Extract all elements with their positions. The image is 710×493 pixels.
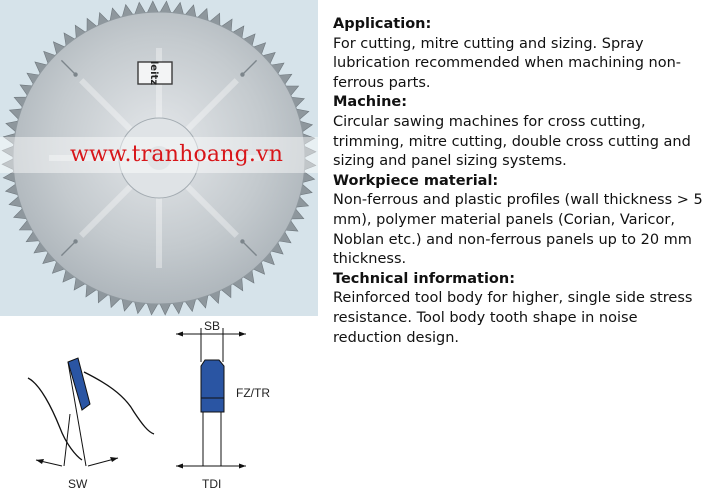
workpiece-text: Non-ferrous and plastic profiles (wall thickness > 5 mm), polymer material panels (Corian, Varicor, Noblan etc.) and non-ferrous panels up to 20 mm thickness. (333, 192, 703, 268)
website-watermark: www.tranhoang.vn (0, 137, 318, 173)
sb-label: SB (204, 319, 221, 333)
technical-text: Reinforced tool body for higher, single side stress resistance. Tool body tooth shape in noise reduction design. (333, 290, 693, 346)
leitz-logo (138, 61, 172, 85)
slot-end-hole (73, 72, 77, 76)
sw-label: SW (68, 477, 88, 491)
slot-end-hole (240, 72, 244, 76)
application-text: For cutting, mitre cutting and sizing. Spray lubrication recommended when machining non-ferrous parts. (333, 35, 682, 91)
tdi-label: TDI (202, 477, 222, 491)
machine-heading: Machine: (333, 94, 408, 111)
technical-heading: Technical information: (333, 270, 516, 287)
application-heading: Application: (333, 16, 432, 32)
machine-text: Circular sawing machines for cross cutting, trimming, mitre cutting, double cross cutting and sizing and panel sizing systems. (333, 113, 691, 170)
workpiece-heading: Workpiece material: (333, 172, 499, 189)
svg-text:leitz: leitz (148, 60, 159, 86)
slot-end-hole (73, 239, 77, 243)
fz-tr-label: FZ/TR (236, 386, 270, 400)
tooth-front-view (176, 319, 270, 491)
tooth-geometry-diagram (0, 316, 318, 493)
slot-end-hole (240, 239, 244, 243)
product-description (333, 15, 707, 348)
tooth-side-view (28, 358, 154, 491)
